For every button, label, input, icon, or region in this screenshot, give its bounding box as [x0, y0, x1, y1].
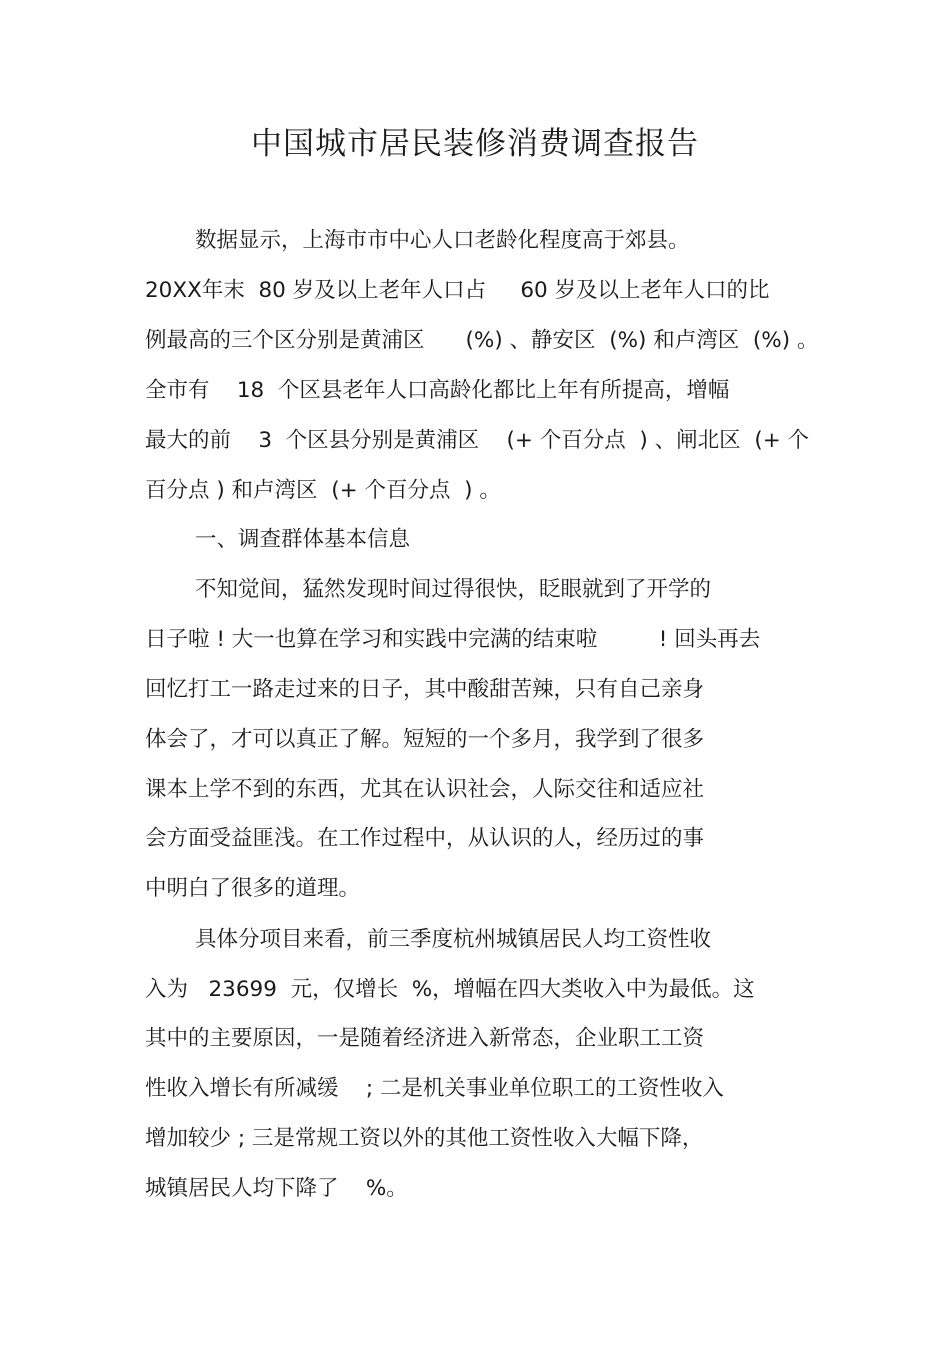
paragraph-3-line-1: 具体分项目来看，前三季度杭州城镇居民人均工资性收 [195, 927, 712, 952]
paragraph-2-line-5: 课本上学不到的东西，尤其在认识社会，人际交往和适应社 [145, 777, 705, 802]
paragraph-2-line-1: 不知觉间，猛然发现时间过得很快，眨眼就到了开学的 [195, 577, 712, 602]
paragraph-3-line-5: 增加较少 ; 三是常规工资以外的其他工资性收入大幅下降， [145, 1126, 704, 1151]
paragraph-1-line-1: 数据显示，上海市市中心人口老龄化程度高于郊县。 [195, 228, 690, 253]
paragraph-1-line-3: 例最高的三个区分别是黄浦区 (%) 、静安区 (%) 和卢湾区 (%) 。 [145, 328, 819, 353]
paragraph-3-line-4: 性收入增长有所减缓 ; 二是机关事业单位职工的工资性收入 [145, 1076, 724, 1101]
paragraph-1-line-4: 全市有 18 个区县老年人口高龄化都比上年有所提高，增幅 [145, 378, 730, 403]
paragraph-1-line-6: 百分点 ) 和卢湾区 (+ 个百分点 ) 。 [145, 478, 501, 503]
paragraph-2-line-3: 回忆打工一路走过来的日子，其中酸甜苦辣，只有自己亲身 [145, 677, 705, 702]
paragraph-1-line-2: 20XX年末 80 岁及以上老年人口占 60 岁及以上老年人口的比 [145, 278, 770, 303]
paragraph-2-line-4: 体会了，才可以真正了解。短短的一个多月，我学到了很多 [145, 727, 705, 752]
paragraph-2-line-7: 中明白了很多的道理。 [145, 876, 361, 901]
paragraph-1-line-5: 最大的前 3 个区县分别是黄浦区 (+ 个百分点 ) 、闸北区 (+ 个 [145, 428, 810, 453]
document-title: 中国城市居民装修消费调查报告 [251, 126, 699, 162]
paragraph-3-line-6: 城镇居民人均下降了 %。 [145, 1176, 408, 1201]
paragraph-3-line-3: 其中的主要原因，一是随着经济进入新常态，企业职工工资 [145, 1026, 705, 1051]
paragraph-3-line-2: 入为 23699 元，仅增长 %，增幅在四大类收入中为最低。这 [145, 977, 755, 1002]
paragraph-2-line-6: 会方面受益匪浅。在工作过程中，从认识的人，经历过的事 [145, 826, 705, 851]
section-heading: 一、调查群体基本信息 [195, 527, 411, 552]
paragraph-2-line-2: 日子啦 ! 大一也算在学习和实践中完满的结束啦 ! 回头再去 [145, 627, 761, 652]
